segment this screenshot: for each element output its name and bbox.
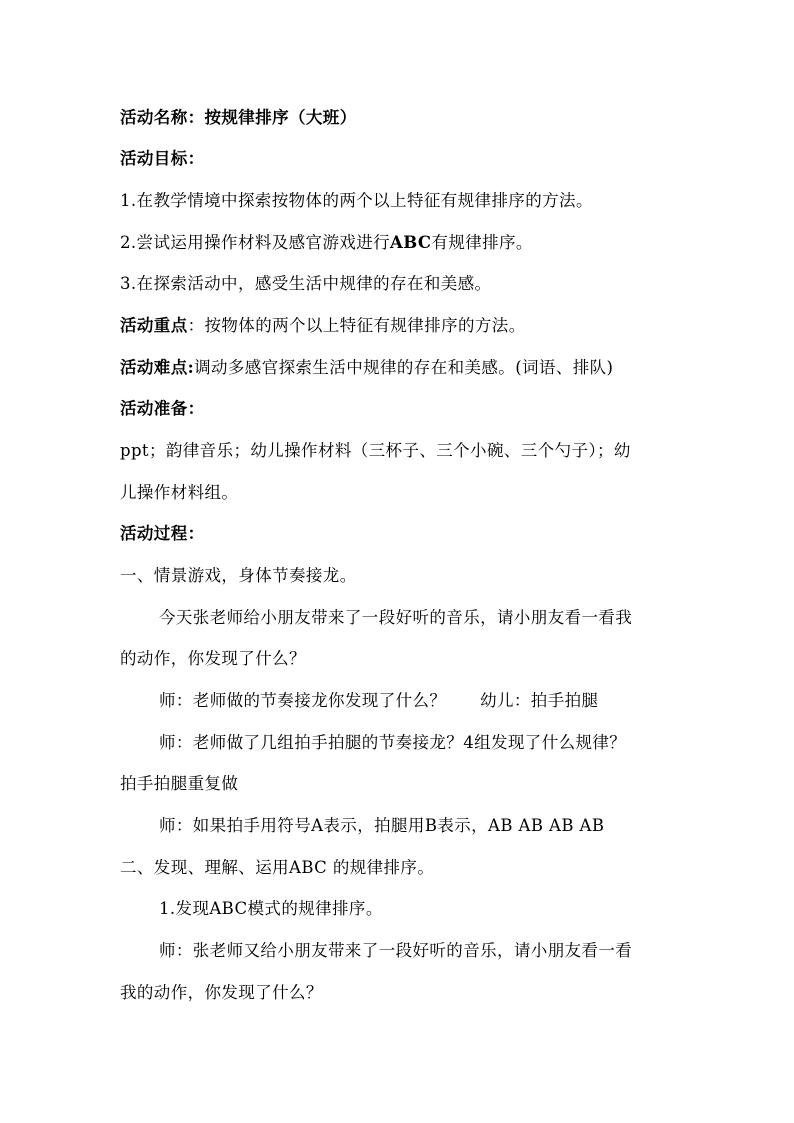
- goal-1: 1.在教学情境中探索按物体的两个以上特征有规律排序的方法。: [120, 191, 593, 210]
- goal-2-part-a: 2.尝试运用操作材料及感官游戏进行: [120, 233, 391, 252]
- difficulty-text: 调动多感官探索生活中规律的存在和美感。(词语、排队): [194, 358, 614, 377]
- paragraph-2: 师：老师做的节奏接龙你发现了什么？ 幼儿：拍手拍腿: [159, 691, 599, 710]
- title-label: 活动名称：: [120, 108, 205, 127]
- prep-line-1: ppt；韵律音乐；幼儿操作材料（三杯子、三个小碗、三个勺子）；幼: [120, 441, 631, 460]
- paragraph-1-line-1: 今天张老师给小朋友带来了一段好听的音乐，请小朋友看一看我: [159, 608, 633, 627]
- key-point-label: 活动重点: [120, 316, 188, 335]
- goal-2-part-c: 有规律排序。: [431, 233, 533, 252]
- process-heading: 活动过程：: [120, 524, 205, 543]
- paragraph-1-line-2: 的动作，你发现了什么？: [120, 649, 306, 668]
- difficulty: [120, 357, 613, 379]
- paragraph-5-line-2: 我的动作，你发现了什么？: [120, 983, 323, 1002]
- section-2-heading: 二、发现、理解、运用ABC 的规律排序。: [120, 858, 435, 877]
- goal-3: 3.在探索活动中，感受生活中规律的存在和美感。: [120, 274, 492, 293]
- goals-heading: 活动目标：: [120, 149, 205, 168]
- title-text: 按规律排序（大班）: [204, 108, 357, 127]
- goal-2: [120, 232, 533, 254]
- goal-2-abc: ABC: [390, 233, 432, 252]
- key-point: [120, 315, 526, 337]
- prep-line-2: 儿操作材料组。: [120, 483, 239, 502]
- subsection-1-heading: 1.发现ABC模式的规律排序。: [159, 899, 383, 918]
- prep-heading: 活动准备：: [120, 399, 205, 418]
- paragraph-3-line-2: 拍手拍腿重复做: [120, 774, 239, 793]
- difficulty-label: 活动难点:: [120, 358, 195, 377]
- paragraph-3-line-1: 师：老师做了几组拍手拍腿的节奏接龙？4组发现了什么规律？: [159, 733, 627, 752]
- paragraph-4: 师：如果拍手用符号A表示，拍腿用B表示，AB AB AB AB: [159, 816, 605, 835]
- section-1-heading: 一、情景游戏，身体节奏接龙。: [120, 566, 357, 585]
- paragraph-5-line-1: 师：张老师又给小朋友带来了一段好听的音乐，请小朋友看一看: [159, 941, 633, 960]
- key-point-text: ：按物体的两个以上特征有规律排序的方法。: [187, 316, 526, 335]
- activity-title: [120, 107, 357, 129]
